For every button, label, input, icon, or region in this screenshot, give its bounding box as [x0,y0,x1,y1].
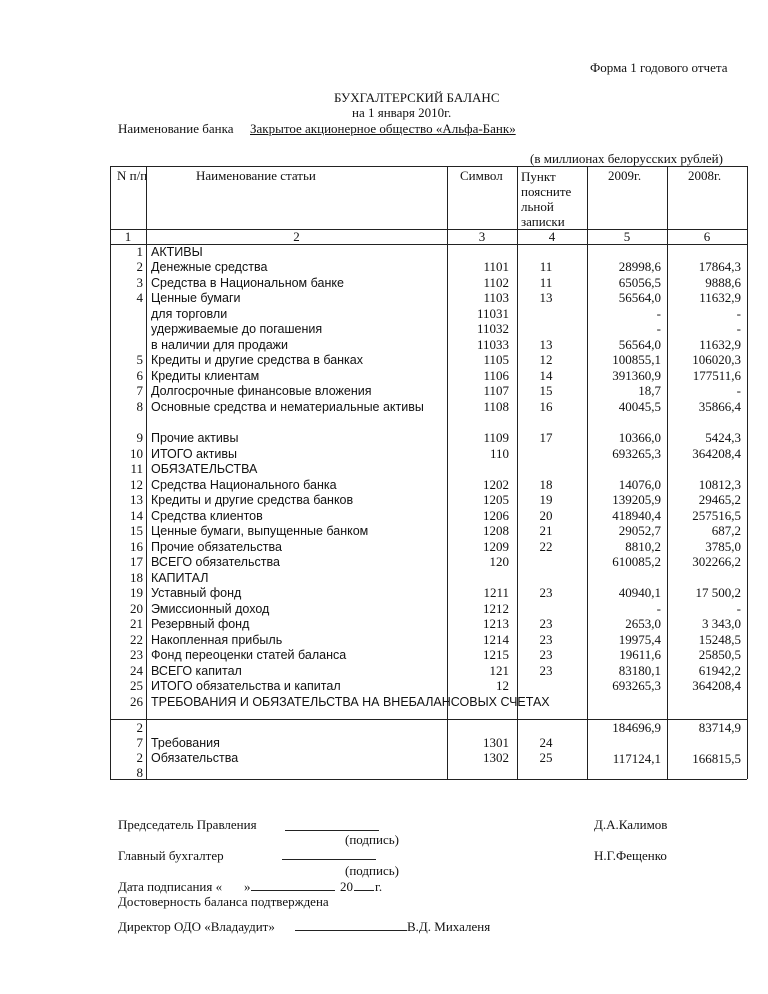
row-number: 19 [130,585,143,600]
row-name: Резервный фонд [151,617,250,631]
row-number: 2 [136,259,143,274]
row-value-2008: 11632,9 [699,290,741,305]
row-value-2008: 687,2 [711,523,741,538]
column-border [747,166,748,779]
row-note: 11 [539,275,553,290]
row-note: 19 [539,492,553,507]
row-name: Прочие активы [151,431,239,445]
date-label: Дата подписания « [118,879,223,894]
row-value-2008: 5424,3 [705,430,741,445]
row-note: 23 [539,616,553,631]
auditor-label: Директор ОДО «Владаудит» [118,919,275,934]
row-number: 9 [136,430,143,445]
row-value-2009: - [656,601,661,616]
bank-name: Закрытое акционерное общество «Альфа-Банк» [250,121,516,136]
row-name: Денежные средства [151,260,268,274]
row-name: ВСЕГО обязательства [151,555,280,569]
row-number: 22 [130,632,143,647]
row-value-2008: 17864,3 [698,259,741,274]
row-number: 18 [130,570,143,585]
header-note: Пункт поясните льной записки [521,169,572,229]
offbalance-value-2008: 83714,9 [698,720,741,735]
header-2008: 2008г. [688,168,722,183]
row-number: 8 [136,399,143,414]
units-note: (в миллионах белорусских рублей) [530,151,723,166]
row-name: Кредиты клиентам [151,369,260,383]
accountant-sign-caption: (подпись) [345,863,399,878]
row-symbol: 1214 [483,632,509,647]
header-name: Наименование статьи [196,168,316,183]
row-number: 24 [130,663,143,678]
row-name: Средства в Национальном банке [151,276,344,290]
row-value-2009: 40940,1 [618,585,661,600]
row-number: 21 [130,616,143,631]
row-number: 15 [130,523,143,538]
table-bottom-border [110,779,747,780]
row-value-2009: 83180,1 [618,663,661,678]
form-label: Форма 1 годового отчета [590,60,728,75]
row-number: 16 [130,539,143,554]
header-symbol: Символ [460,168,503,183]
row-symbol: 1215 [483,647,509,662]
row-name: ИТОГО обязательства и капитал [151,679,341,693]
row-name: Уставный фонд [151,586,242,600]
row-name: в наличии для продажи [151,338,289,352]
row-value-2008: - [736,383,741,398]
column-border [517,166,518,779]
row-note: 11 [539,259,553,274]
row-number: 6 [136,368,143,383]
accountant-label: Главный бухгалтер [118,848,224,863]
row-symbol: 1103 [483,290,509,305]
row-symbol: 1209 [483,539,509,554]
row-value-2008: 35866,4 [698,399,741,414]
row-number: 11 [130,461,143,476]
row-symbol: 1213 [483,616,509,631]
row-value-2009: 29052,7 [618,523,661,538]
row-value-2009: 418940,4 [612,508,661,523]
row-note: 23 [539,663,553,678]
row-value-2008: 9888,6 [705,275,741,290]
row-value-2009: 18,7 [638,383,661,398]
row-symbol: 12 [496,678,509,693]
row-symbol: 120 [489,554,509,569]
row-value-2008: 15248,5 [698,632,741,647]
bank-label: Наименование банка [118,121,234,136]
row-value-2008: - [736,601,741,616]
row-symbol: 1211 [483,585,509,600]
row-value-2008: 257516,5 [692,508,741,523]
chairman-sign-caption: (подпись) [345,832,399,847]
row-value-2008: 364208,4 [692,678,741,693]
row-name: Ценные бумаги, выпущенные банком [151,524,369,538]
row-value-2009: 610085,2 [612,554,661,569]
row-name: ТРЕБОВАНИЯ И ОБЯЗАТЕЛЬСТВА НА ВНЕБАЛАНСОВЫХ СЧЕТАХ [151,695,550,709]
accountant-name: Н.Г.Фещенко [594,848,667,863]
row-name: КАПИТАЛ [151,571,209,585]
row-name: Накопленная прибыль [151,633,283,647]
row-number: 4 [136,290,143,305]
row-number: 7 [136,383,143,398]
offbalance-symbol: 1302 [483,750,509,765]
row-name: Средства клиентов [151,509,263,523]
row-value-2008: 364208,4 [692,446,741,461]
row-value-2009: 391360,9 [612,368,661,383]
row-value-2008: 3 343,0 [702,616,741,631]
date-year: 20 [340,879,353,894]
row-value-2008: 25850,5 [698,647,741,662]
row-number: 10 [130,446,143,461]
row-symbol: 1102 [483,275,509,290]
row-value-2008: 29465,2 [698,492,741,507]
row-symbol: 1212 [483,601,509,616]
row-note: 12 [539,352,553,367]
row-note: 20 [539,508,553,523]
row-value-2008: - [736,306,741,321]
column-numbers-divider [110,244,747,245]
row-value-2009: 693265,3 [612,446,661,461]
row-note: 23 [539,647,553,662]
offbalance-note: 24 [539,735,553,750]
column-border [146,166,147,779]
date-suffix: г. [375,879,383,894]
column-number: 2 [293,229,300,244]
row-symbol: 11031 [476,306,509,321]
row-number: 12 [130,477,143,492]
column-number: 6 [703,229,711,244]
row-value-2008: 106020,3 [692,352,741,367]
row-value-2008: 11632,9 [699,337,741,352]
row-value-2009: 8810,2 [625,539,661,554]
row-number: 25 [130,678,143,693]
row-value-2009: - [656,321,661,336]
column-number: 1 [124,229,132,244]
table-top-border [110,166,747,167]
chairman-label: Председатель Правления [118,817,257,832]
column-number: 5 [623,229,631,244]
row-symbol: 121 [489,663,509,678]
header-num: N п/п [117,168,148,183]
row-value-2009: 10366,0 [618,430,661,445]
row-symbol: 1108 [483,399,509,414]
row-note: 14 [539,368,553,383]
row-number: 14 [130,508,143,523]
row-value-2009: 56564,0 [618,290,661,305]
row-value-2009: 40045,5 [618,399,661,414]
row-value-2009: 693265,3 [612,678,661,693]
row-symbol: 1208 [483,523,509,538]
row-note: 18 [539,477,553,492]
row-name: ВСЕГО капитал [151,664,242,678]
row-name: удерживаемые до погашения [151,322,323,336]
row-number: 23 [130,647,143,662]
row-number: 3 [136,275,143,290]
row-value-2008: - [736,321,741,336]
row-note: 15 [539,383,553,398]
offbalance-value-2009: 117124,1 [612,751,661,766]
date-blank [251,878,335,891]
row-number: 20 [130,601,143,616]
row-value-2009: 139205,9 [612,492,661,507]
row-name: ОБЯЗАТЕЛЬСТВА [151,462,258,476]
confirmation-text: Достоверность баланса подтверждена [118,894,329,909]
row-number: 13 [130,492,143,507]
auditor-name: В.Д. Михаленя [407,919,491,934]
row-number: 1 [136,244,143,259]
row-name: Фонд переоценки статей баланса [151,648,347,662]
offbalance-value-2008: 166815,5 [692,751,741,766]
row-value-2008: 3785,0 [705,539,741,554]
offbalance-value-2009: 184696,9 [612,720,661,735]
offbalance-name: Требования [151,736,220,750]
row-note: 13 [539,337,553,352]
row-name: ИТОГО активы [151,447,237,461]
row-symbol: 1106 [483,368,509,383]
row-name: Долгосрочные финансовые вложения [151,384,372,398]
offbalance-row-number: 8 [136,765,143,780]
chairman-name: Д.А.Калимов [594,817,668,832]
row-value-2008: 10812,3 [698,477,741,492]
row-value-2009: 14076,0 [618,477,661,492]
row-note: 23 [539,585,553,600]
offbalance-row-number: 2 [136,750,143,765]
offbalance-note: 25 [539,750,553,765]
date-quote: » [244,879,251,894]
row-value-2009: 2653,0 [625,616,661,631]
row-name: Кредиты и другие средства в банках [151,353,364,367]
row-name: Ценные бумаги [151,291,241,305]
offbalance-name: Обязательства [151,751,239,765]
row-value-2009: 19611,6 [619,647,661,662]
row-symbol: 1205 [483,492,509,507]
row-note: 21 [539,523,553,538]
row-symbol: 110 [489,446,509,461]
row-symbol: 1101 [483,259,509,274]
row-number: 26 [130,694,143,709]
row-value-2008: 17 500,2 [695,585,741,600]
row-name: Средства Национального банка [151,478,337,492]
row-value-2009: 19975,4 [618,632,661,647]
year-blank [354,878,374,891]
row-note: 13 [539,290,553,305]
row-value-2009: - [656,306,661,321]
chairman-signature-line [285,818,379,831]
row-note: 23 [539,632,553,647]
offbalance-row-number: 2 [136,720,143,735]
offbalance-row-number: 7 [136,735,143,750]
row-value-2008: 302266,2 [692,554,741,569]
column-number: 3 [478,229,486,244]
document-date: на 1 января 2010г. [352,105,452,120]
row-note: 17 [539,430,553,445]
row-value-2009: 28998,6 [618,259,661,274]
row-value-2008: 177511,6 [692,368,741,383]
row-symbol: 1107 [483,383,509,398]
row-symbol: 1105 [483,352,509,367]
document-title: БУХГАЛТЕРСКИЙ БАЛАНС [334,90,500,105]
row-name: АКТИВЫ [151,245,203,259]
auditor-signature-line [295,918,407,931]
row-name: для торговли [151,307,228,321]
offbalance-symbol: 1301 [483,735,509,750]
row-symbol: 1206 [483,508,509,523]
row-number: 17 [130,554,143,569]
row-name: Прочие обязательства [151,540,282,554]
header-2009: 2009г. [608,168,642,183]
row-name: Эмиссионный доход [151,602,270,616]
row-note: 16 [539,399,553,414]
accountant-signature-line [282,847,376,860]
row-name: Основные средства и нематериальные активы [151,400,424,414]
row-symbol: 1202 [483,477,509,492]
column-number: 4 [548,229,556,244]
row-value-2009: 56564,0 [618,337,661,352]
row-symbol: 11032 [476,321,509,336]
row-note: 22 [539,539,553,554]
row-value-2008: 61942,2 [698,663,741,678]
row-name: Кредиты и другие средства банков [151,493,354,507]
row-number: 5 [136,352,143,367]
row-symbol: 1109 [483,430,509,445]
row-symbol: 11033 [476,337,509,352]
row-value-2009: 100855,1 [612,352,661,367]
row-value-2009: 65056,5 [618,275,661,290]
